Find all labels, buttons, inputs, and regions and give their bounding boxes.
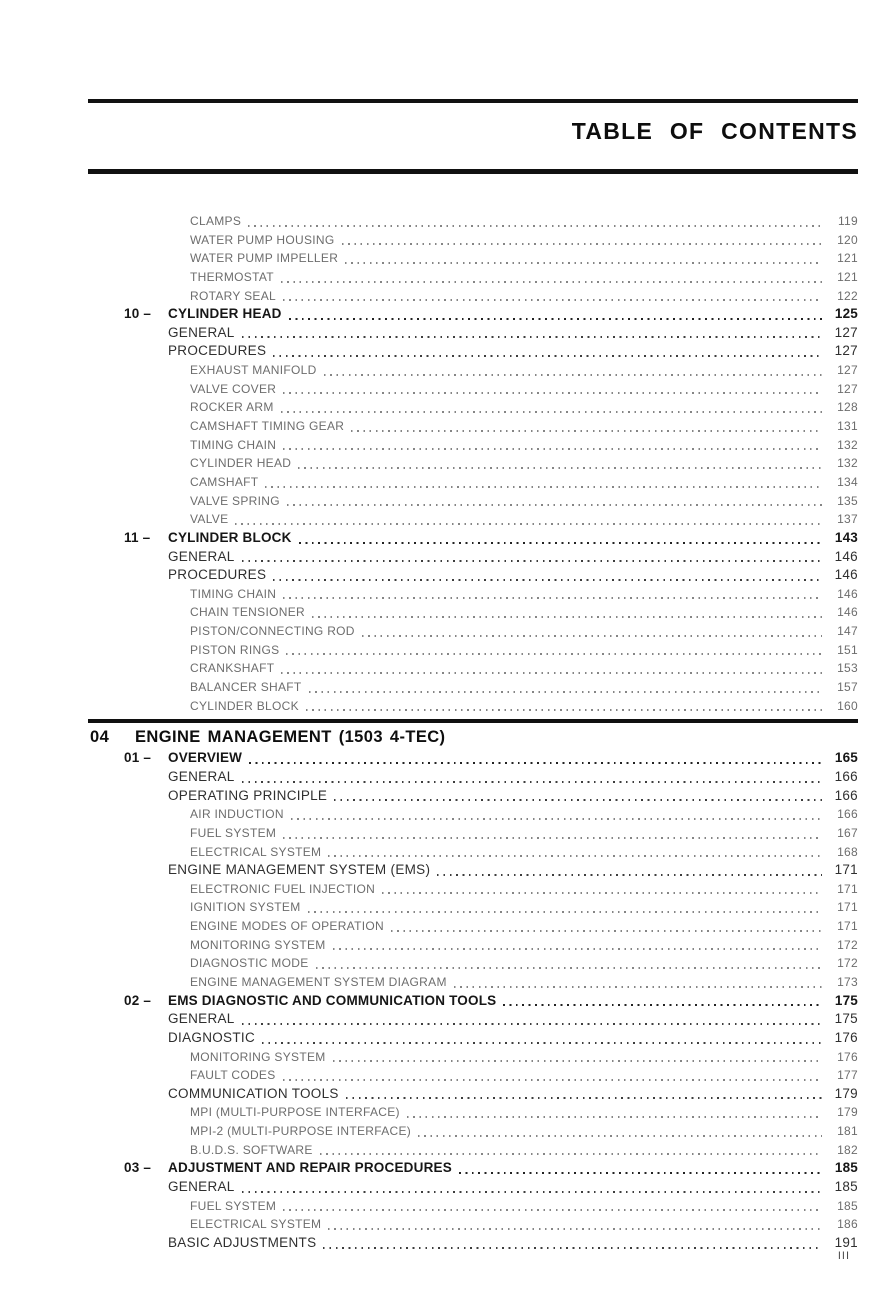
toc-entry-page: 131 [837, 419, 858, 434]
toc-entry-label: GENERAL [168, 1011, 235, 1027]
toc-entry-page: 146 [837, 586, 858, 601]
toc-row [88, 566, 858, 585]
toc-entry-label: CYLINDER HEAD [190, 456, 292, 471]
toc-row [88, 1122, 858, 1141]
toc-entry-page: 147 [837, 624, 858, 639]
toc-entry-label: GENERAL [168, 324, 235, 340]
toc-entry-page: 171 [837, 900, 858, 915]
dot-leader [242, 781, 822, 783]
toc-entry-page: 135 [837, 493, 858, 508]
toc-entry-number: 03 – [124, 1160, 152, 1176]
dot-leader [265, 486, 822, 488]
toc-row [88, 249, 858, 268]
toc-entry-label: DIAGNOSTIC [168, 1029, 256, 1045]
toc-entry-label: TIMING CHAIN [190, 437, 277, 452]
toc-entry-label: ROCKER ARM [190, 400, 274, 415]
toc-entry-page: 171 [837, 919, 858, 934]
toc-entry-page: 185 [837, 1198, 858, 1213]
toc-row [88, 585, 858, 604]
toc-entry-label: PROCEDURES [168, 343, 267, 359]
toc-entry-page: 121 [837, 269, 858, 284]
dot-leader [312, 616, 822, 618]
dot-leader [328, 1228, 822, 1230]
toc-entry-label: AIR INDUCTION [190, 807, 284, 822]
toc-entry-page: 172 [837, 937, 858, 952]
toc-row [88, 622, 858, 641]
toc-entry-page: 127 [834, 324, 858, 340]
toc-entry-label: WATER PUMP HOUSING [190, 232, 335, 247]
toc-row [88, 324, 858, 343]
toc-entry-page: 146 [837, 605, 858, 620]
dot-leader [320, 1153, 822, 1155]
toc-entry-label: CAMSHAFT [190, 474, 259, 489]
dot-leader [346, 1097, 822, 1099]
dot-leader [283, 448, 822, 450]
dot-leader [324, 374, 822, 376]
toc-entry-page: 168 [837, 844, 858, 859]
toc-entry-page: 127 [837, 381, 858, 396]
dot-leader [286, 653, 822, 655]
toc-entry-page: 173 [837, 974, 858, 989]
dot-leader [283, 1209, 822, 1211]
toc-row [88, 548, 858, 567]
toc-entry-label: OPERATING PRINCIPLE [168, 787, 328, 803]
toc-row [88, 749, 858, 768]
dot-leader [418, 1135, 822, 1137]
toc-row [88, 380, 858, 399]
toc-entry-number: 10 – [124, 306, 152, 322]
toc-entry-page: 177 [837, 1068, 858, 1083]
toc-entry-label: ELECTRICAL SYSTEM [190, 1217, 322, 1232]
toc-entry-label: CAMSHAFT TIMING GEAR [190, 419, 345, 434]
toc-entry-page: 179 [834, 1085, 858, 1101]
dot-leader [306, 709, 822, 711]
toc-entry-number: 04 [90, 728, 110, 747]
toc-entry-label: TIMING CHAIN [190, 586, 277, 601]
toc-entry-label: VALVE SPRING [190, 493, 280, 508]
toc-entry-number: 02 – [124, 992, 152, 1008]
toc-entry-label: WATER PUMP IMPELLER [190, 251, 339, 266]
dot-leader [273, 355, 822, 357]
dot-leader [273, 579, 822, 581]
toc-row [88, 454, 858, 473]
toc-entry-label: DIAGNOSTIC MODE [190, 956, 309, 971]
dot-leader [351, 430, 822, 432]
toc-entry-page: 160 [837, 698, 858, 713]
toc-row [88, 805, 858, 824]
toc-entry-label: ADJUSTMENT AND REPAIR PROCEDURES [168, 1160, 452, 1176]
dot-leader [249, 762, 822, 764]
toc-entry-number: 11 – [124, 529, 151, 545]
dot-leader [283, 299, 822, 301]
toc-entry-page: 175 [834, 1011, 858, 1027]
dot-leader [333, 1060, 822, 1062]
toc-entry-page: 128 [837, 400, 858, 415]
toc-row [88, 1234, 858, 1253]
toc-entry-label: THERMOSTAT [190, 269, 274, 284]
toc-entry-label: ENGINE MANAGEMENT SYSTEM (EMS) [168, 862, 431, 878]
toc-entry-label: GENERAL [168, 1179, 235, 1195]
toc-entry-page: 171 [837, 881, 858, 896]
toc-entry-page: 171 [834, 862, 858, 878]
toc-entry-label: GENERAL [168, 768, 235, 784]
toc-row [88, 641, 858, 660]
dot-leader [242, 336, 822, 338]
toc-entry-label: MPI (MULTI-PURPOSE INTERFACE) [190, 1105, 400, 1120]
toc-row [88, 1048, 858, 1067]
toc-entry-page: 166 [834, 787, 858, 803]
dot-leader [248, 225, 822, 227]
toc-entry-page: 122 [837, 288, 858, 303]
toc-row [88, 305, 858, 324]
toc-row [88, 287, 858, 306]
toc-entry-label: ENGINE MANAGEMENT (1503 4-TEC) [135, 728, 446, 747]
toc-entry-label: OVERVIEW [168, 750, 243, 766]
toc-entry-page: 175 [834, 992, 858, 1008]
toc-entry-page: 191 [834, 1234, 858, 1250]
toc-entry-label: EXHAUST MANIFOLD [190, 363, 317, 378]
toc-row [88, 398, 858, 417]
toc-row [88, 1029, 858, 1048]
footer-page-number: III [837, 1250, 850, 1262]
dot-leader [235, 523, 822, 525]
dot-leader [298, 467, 822, 469]
dot-leader [291, 818, 822, 820]
toc-entry-label: ENGINE MODES OF OPERATION [190, 919, 384, 934]
toc-entry-page: 146 [834, 567, 858, 583]
toc-row [88, 1159, 858, 1178]
dot-leader [437, 874, 822, 876]
toc-row [88, 1141, 858, 1160]
dot-leader [242, 560, 822, 562]
dot-leader [407, 1116, 822, 1118]
toc-row [88, 342, 858, 361]
dot-leader [283, 392, 822, 394]
top-horizontal-rule [88, 99, 858, 103]
toc-row [88, 678, 858, 697]
dot-leader [333, 948, 822, 950]
toc-entry-label: ELECTRICAL SYSTEM [190, 844, 322, 859]
toc-entry-page: 181 [837, 1124, 858, 1139]
toc-entry-label: MONITORING SYSTEM [190, 1049, 326, 1064]
toc-section-header [88, 726, 858, 749]
toc-entry-label: ROTARY SEAL [190, 288, 276, 303]
dot-leader [299, 542, 822, 544]
toc-entry-page: 132 [837, 456, 858, 471]
toc-entry-label: CRANKSHAFT [190, 661, 275, 676]
dot-leader [459, 1172, 822, 1174]
toc-entry-label: CYLINDER BLOCK [190, 698, 299, 713]
toc-entry-page: 186 [837, 1217, 858, 1232]
toc-row [88, 231, 858, 250]
toc-entry-label: MPI-2 (MULTI-PURPOSE INTERFACE) [190, 1124, 412, 1139]
toc-entry-page: 166 [834, 768, 858, 784]
toc-entry-page: 182 [837, 1142, 858, 1157]
toc-row [88, 880, 858, 899]
toc-entry-label: EMS DIAGNOSTIC AND COMMUNICATION TOOLS [168, 992, 497, 1008]
toc-entry-page: 179 [837, 1105, 858, 1120]
toc-row [88, 417, 858, 436]
toc-row [88, 936, 858, 955]
toc-row [88, 787, 858, 806]
dot-leader [454, 986, 822, 988]
toc-entry-page: 185 [834, 1179, 858, 1195]
toc-entry-page: 127 [837, 363, 858, 378]
toc-row [88, 492, 858, 511]
toc-entry-label: VALVE COVER [190, 381, 277, 396]
toc-entry-label: PROCEDURES [168, 567, 267, 583]
toc-row [88, 1103, 858, 1122]
dot-leader [382, 892, 822, 894]
dot-leader [242, 1023, 822, 1025]
toc-row [88, 436, 858, 455]
toc-entry-label: PISTON RINGS [190, 642, 280, 657]
toc-row [88, 529, 858, 548]
dot-leader [242, 1191, 822, 1193]
toc-entry-label: ENGINE MANAGEMENT SYSTEM DIAGRAM [190, 974, 447, 989]
toc-row [88, 510, 858, 529]
toc-row [88, 268, 858, 287]
toc-row [88, 361, 858, 380]
toc-row [88, 697, 858, 716]
toc-entry-label: BALANCER SHAFT [190, 680, 302, 695]
toc-entry-page: 120 [837, 232, 858, 247]
toc-entry-label: IGNITION SYSTEM [190, 900, 301, 915]
dot-leader [345, 262, 822, 264]
dot-leader [287, 504, 822, 506]
toc-row [88, 973, 858, 992]
toc-entry-page: 166 [837, 807, 858, 822]
toc-entry-label: BASIC ADJUSTMENTS [168, 1234, 317, 1250]
toc-row [88, 659, 858, 678]
toc-entry-label: MONITORING SYSTEM [190, 937, 326, 952]
dot-leader [342, 243, 822, 245]
toc-row [88, 1085, 858, 1104]
toc-entry-label: VALVE [190, 512, 229, 527]
toc-row [88, 603, 858, 622]
toc-entry-label: PISTON/CONNECTING ROD [190, 624, 355, 639]
toc-entry-label: CYLINDER HEAD [168, 306, 282, 322]
dot-leader [362, 635, 822, 637]
dot-leader [262, 1042, 822, 1044]
toc-entry-page: 176 [837, 1049, 858, 1064]
table-of-contents [88, 212, 858, 1253]
toc-entry-number: 01 – [124, 750, 152, 766]
toc-entry-page: 121 [837, 251, 858, 266]
toc-entry-page: 119 [837, 214, 858, 228]
toc-entry-label: GENERAL [168, 548, 235, 564]
toc-row [88, 1197, 858, 1216]
toc-row [88, 992, 858, 1011]
toc-entry-page: 134 [837, 474, 858, 489]
toc-entry-label: CYLINDER BLOCK [168, 529, 292, 545]
dot-leader [281, 281, 822, 283]
toc-entry-page: 157 [837, 680, 858, 695]
toc-entry-page: 127 [834, 343, 858, 359]
dot-leader [334, 799, 822, 801]
toc-entry-page: 172 [837, 956, 858, 971]
toc-entry-label: CLAMPS [190, 214, 242, 228]
section-divider-rule [88, 719, 858, 723]
toc-row [88, 768, 858, 787]
page-title: TABLE OF CONTENTS [571, 118, 858, 144]
toc-row [88, 898, 858, 917]
dot-leader [283, 1079, 822, 1081]
dot-leader [316, 967, 822, 969]
dot-leader [309, 691, 822, 693]
toc-entry-label: FUEL SYSTEM [190, 1198, 277, 1213]
dot-leader [308, 911, 822, 913]
dot-leader [503, 1004, 822, 1006]
toc-entry-page: 132 [837, 437, 858, 452]
dot-leader [281, 411, 822, 413]
toc-entry-label: ELECTRONIC FUEL INJECTION [190, 881, 376, 896]
toc-row [88, 1215, 858, 1234]
toc-row [88, 861, 858, 880]
toc-entry-page: 153 [837, 661, 858, 676]
toc-row [88, 473, 858, 492]
toc-entry-page: 137 [837, 512, 858, 527]
title-underline-rule [88, 169, 858, 174]
toc-entry-page: 167 [837, 825, 858, 840]
dot-leader [283, 597, 822, 599]
toc-row [88, 1066, 858, 1085]
toc-entry-page: 143 [834, 529, 858, 545]
toc-entry-page: 125 [834, 306, 858, 322]
dot-leader [391, 930, 822, 932]
toc-entry-page: 165 [834, 750, 858, 766]
toc-entry-label: FUEL SYSTEM [190, 825, 277, 840]
toc-entry-label: CHAIN TENSIONER [190, 605, 305, 620]
toc-row [88, 843, 858, 862]
toc-entry-page: 151 [837, 642, 858, 657]
dot-leader [323, 1247, 822, 1249]
dot-leader [328, 855, 822, 857]
toc-entry-page: 146 [834, 548, 858, 564]
toc-entry-label: B.U.D.S. SOFTWARE [190, 1142, 313, 1157]
toc-entry-label: COMMUNICATION TOOLS [168, 1085, 339, 1101]
toc-row [88, 917, 858, 936]
toc-row [88, 824, 858, 843]
dot-leader [289, 318, 822, 320]
toc-row [88, 1178, 858, 1197]
toc-entry-page: 176 [834, 1029, 858, 1045]
toc-row [88, 212, 858, 231]
toc-row [88, 954, 858, 973]
toc-entry-page: 185 [834, 1160, 858, 1176]
toc-row [88, 1010, 858, 1029]
toc-entry-label: FAULT CODES [190, 1068, 276, 1083]
dot-leader [283, 837, 822, 839]
dot-leader [281, 672, 822, 674]
